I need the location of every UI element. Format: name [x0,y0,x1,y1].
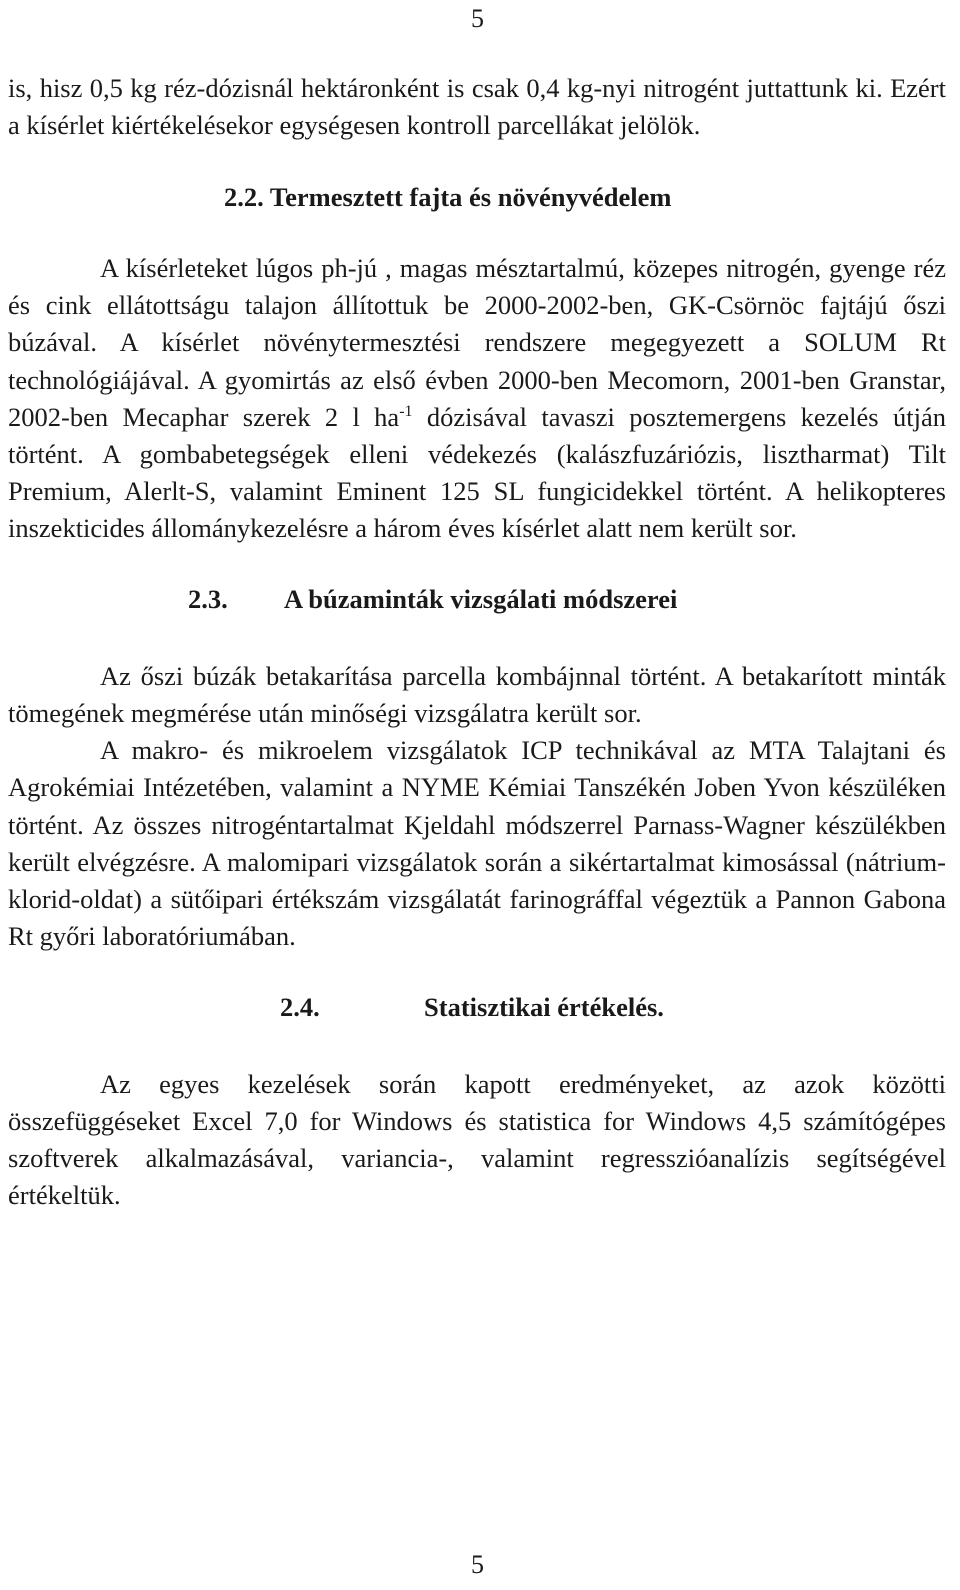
section-2-3-heading [8,581,946,618]
section-2-2-heading: 2.2. Termesztett fajta és növényvédelem [224,182,672,213]
page-number-top: 5 [471,4,484,33]
section-2-4-number: 2.4. [280,991,320,1022]
section-2-3-paragraph-1: Az őszi búzák betakarítása parcella kombájnnal történt. A betakarított minták tömegének megmérése után minőségi vizsgálatra került sor. [8,661,946,729]
intro-paragraph: is, hisz 0,5 kg réz-dózisnál hektáronként is csak 0,4 kg-nyi nitrogént juttattunk ki. Ezért a kísérlet kiértékelésekor egységesen kontroll parcellákat jelölök. [8,73,946,141]
section-2-3-number: 2.3. [188,584,228,615]
section-2-3-title: A búzaminták vizsgálati módszerei [284,584,678,615]
page-number-bottom: 5 [471,1550,484,1579]
section-2-3-paragraph-2: A makro- és mikroelem vizsgálatok ICP technikával az MTA Talajtani és Agrokémiai Intézetében, valamint a NYME Kémiai Tanszékén Joben Yvon készüléken történt. Az összes nitrogéntartalmat Kjeldahl módszerrel Parnass-Wagner készülékben került elvégzésre. A malomipari vizsgálatok során a sikértartalmat kimosással (nátrium-klorid-oldat) a sütőipari értékszám vizsgálatát farinográffal végeztük a Pannon Gabona Rt győri laboratóriumában. [8,735,946,951]
document-body [8,70,946,1214]
section-2-2-text-part2: dózisával tavaszi posztemergens kezelés útján történt. A gombabetegségek elleni védekezés (kalászfuzáriózis, lisztharmat) Tilt Premium, Alerlt-S, valamint Eminent 125 SL fungicidekkel történt. A helikopteres inszekticides állománykezelésre a három éves kísérlet alatt nem került sor. [8,401,946,543]
section-2-4-title: Statisztikai értékelés. [424,991,664,1022]
superscript-exponent: -1 [399,402,413,420]
section-2-4-paragraph: Az egyes kezelések során kapott eredményeket, az azok közötti összefüggéseket Excel 7,0 for Windows és statistica for Windows 4,5 számítógépes szoftverek alkalmazásával, variancia-, valamint regresszióanalízis segítségével értékeltük. [8,1068,946,1211]
section-2-4-heading [8,989,946,1026]
section-2-2-text-part1: A kísérleteket lúgos ph-jú , magas mésztartalmú, közepes nitrogén, gyenge réz és cink ellátottságu talajon állítottuk be 2000-2002-ben, GK-Csörnöc fajtájú őszi búzával. A kísérlet növénytermesztési rendszere megegyezett a SOLUM Rt technológiájával. A gyomirtás az első évben 2000-ben Mecomorn, 2001-ben Granstar, 2002-ben Mecaphar szerek 2 l ha [8,253,946,432]
section-2-2-paragraph [8,250,946,547]
